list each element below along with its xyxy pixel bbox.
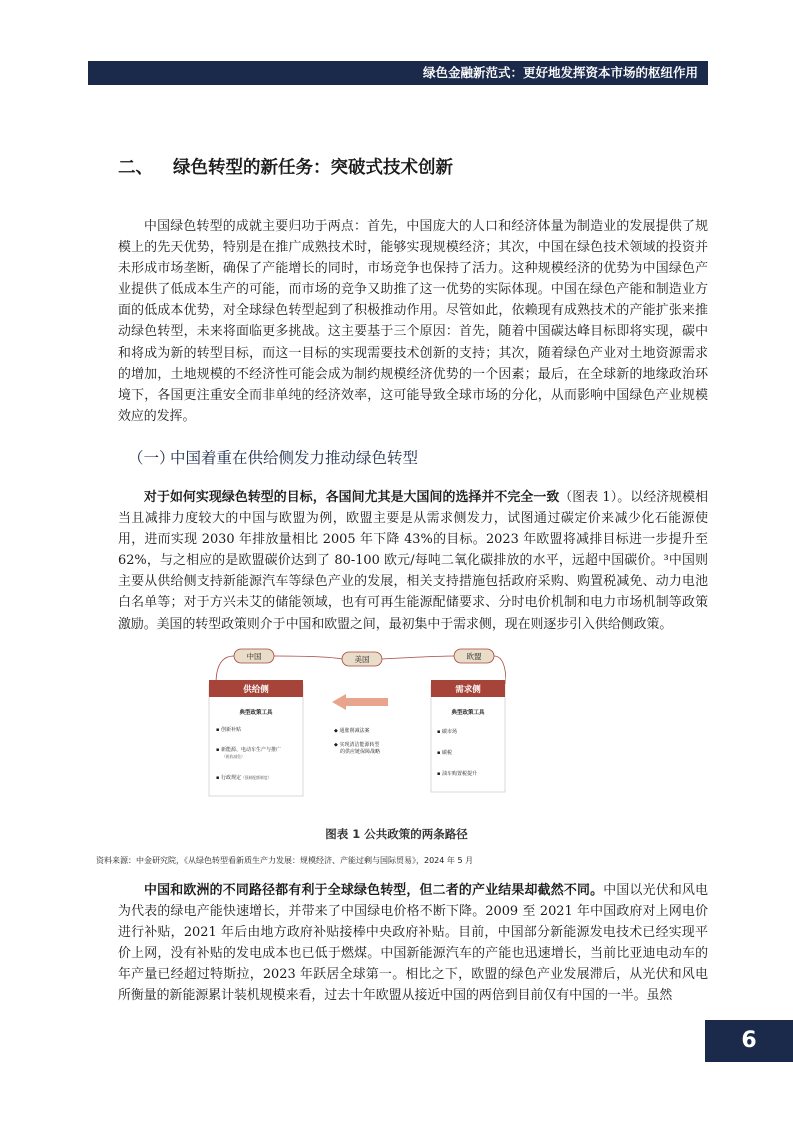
demand-tools-title: 典型政策工具 xyxy=(451,710,485,716)
paragraph-2-bold: 对于如何实现绿色转型的目标，各国间尤其是大国间的选择并不完全一致 xyxy=(144,490,560,505)
supply-header-label: 供给侧 xyxy=(243,685,269,695)
supply-item-2: ▪ 新能源、电动车生产与推广 xyxy=(216,747,281,753)
section-number: 二、 xyxy=(118,158,153,178)
policy-paths-figure xyxy=(206,648,506,798)
supply-tools-title: 典型政策工具 xyxy=(239,710,273,716)
paragraph-2 xyxy=(118,487,708,635)
demand-header-label: 需求侧 xyxy=(455,685,481,695)
paragraph-1-text: 中国绿色转型的成就主要归功于两点：首先，中国庞大的人口和经济体量为制造业的发展提供了规模上的先天优势，特别是在推广成熟技术时，能够实现规模经济；其次，中国在绿色技术领域的投资并未形成市场垄断，确保了产能增长的同时，市场竞争也保持了活力。这种规模经济的优势为中国绿色产业提供了低成本生产的可能，而市场的竞争又助推了这一优势的实际体现。中国在绿色产能和制造业方面的低成本优势，对全球绿色转型起到了积极推动作用。尽管如此，依赖现有成熟技术的产能扩张来推动绿色转型，未来将面临更多挑战。这主要基于三个原因：首先，随着中国碳达峰目标即将实现，碳中和将成为新的转型目标，而这一目标的实现需要技术创新的支持；其次，随着绿色产业对土地资源需求的增加，土地规模的不经济性可能会成为制约规模经济优势的一个因素；最后，在全球新的地缘政治环境下，各国更注重安全而非单纯的经济效率，这可能导致全球市场的分化，从而影响中国绿色产业规模效应的发挥。 xyxy=(118,219,708,424)
section-heading: 绿色转型的新任务：突破式技术创新 xyxy=(173,158,453,178)
demand-item-3: ▪ 油车购置税提升 xyxy=(437,771,477,777)
supply-item-3: ▪ 行政规定（强制配额制度） xyxy=(216,775,272,781)
page-number: 6 xyxy=(741,1028,757,1053)
supply-item-1: ▪ 创新补贴 xyxy=(216,727,241,733)
demand-item-1: ▪ 碳市场 xyxy=(437,729,457,735)
eu-tag-label: 欧盟 xyxy=(466,652,482,661)
paragraph-3-bold: 中国和欧洲的不同路径都有利于全球绿色转型，但二者的产业结果却截然不同。 xyxy=(144,883,604,898)
figure-caption: 图表 1 公共政策的两条路径 xyxy=(325,827,468,841)
paragraph-1 xyxy=(118,216,708,427)
usa-item-2-cont: 的供应链保障战略 xyxy=(340,749,381,755)
demand-item-2: ▪ 碳税 xyxy=(437,750,452,756)
source-note: 资料来源：中金研究院，《从绿色转型看新质生产力发展：规模经济、产能过剩与国际贸易》，2024 年 5 月 xyxy=(96,856,474,865)
usa-item-2: ◆ 实现清洁能源转型 xyxy=(334,742,380,748)
page-number-box xyxy=(705,1020,793,1062)
usa-item-1: ◆ 通胀削减法案 xyxy=(334,728,370,734)
subsection-number: （一） xyxy=(128,449,175,467)
subsection-title xyxy=(128,446,418,468)
header-bar xyxy=(88,61,708,85)
supply-item-2-note: （税收减免） xyxy=(222,754,245,759)
usa-tag-label: 美国 xyxy=(354,655,370,664)
section-title xyxy=(118,154,453,179)
paragraph-2-text: （图表 1）。以经济规模相当且减排力度较大的中国与欧盟为例，欧盟主要是从需求侧发力，试图通过碳定价来减少化石能源使用，进而实现 2030 年排放量相比 2005 年下降 43%的目标。2023 年欧盟将减排目标进一步提升至 62%，与之相应的是欧盟碳价达到了 80-100 欧元/每吨二氧化碳排放的水平，远超中国碳价。³中国则主要从供给侧支持新能源汽车等绿色产业的发展，相关支持措施包括政府采购、购置税减免、动力电池白名单等；对于方兴未艾的储能领域，也有可再生能源配储要求、分时电价机制和电力市场机制等政策激励。美国的转型政策则介于中国和欧盟之间，最初集中于需求侧，现在则逐步引入供给侧政策。 xyxy=(118,490,708,632)
header-title: 绿色金融新范式：更好地发挥资本市场的枢纽作用 xyxy=(422,65,698,80)
china-tag-label: 中国 xyxy=(246,652,262,661)
paragraph-3-text: 中国以光伏和风电为代表的绿电产能快速增长，并带来了中国绿电价格不断下降。2009 至 2021 年中国政府对上网电价进行补贴，2021 年后由地方政府补贴接棒中央政府补贴。目前，中国部分新能源发电技术已经实现平价上网，没有补贴的发电成本也已低于燃煤。中国新能源汽车的产能也迅速增长，当前比亚迪电动车的年产量已经超过特斯拉，2023 年跃居全球第一。相比之下，欧盟的绿色产业发展滞后，从光伏和风电所衡量的新能源累计装机规模来看，过去十年欧盟从接近中国的两倍到目前仅有中国的一半。虽然 xyxy=(118,883,709,1004)
paragraph-3 xyxy=(118,880,708,1007)
policy-arrow xyxy=(332,694,388,710)
subsection-heading: 中国着重在供给侧发力推动绿色转型 xyxy=(170,449,419,467)
